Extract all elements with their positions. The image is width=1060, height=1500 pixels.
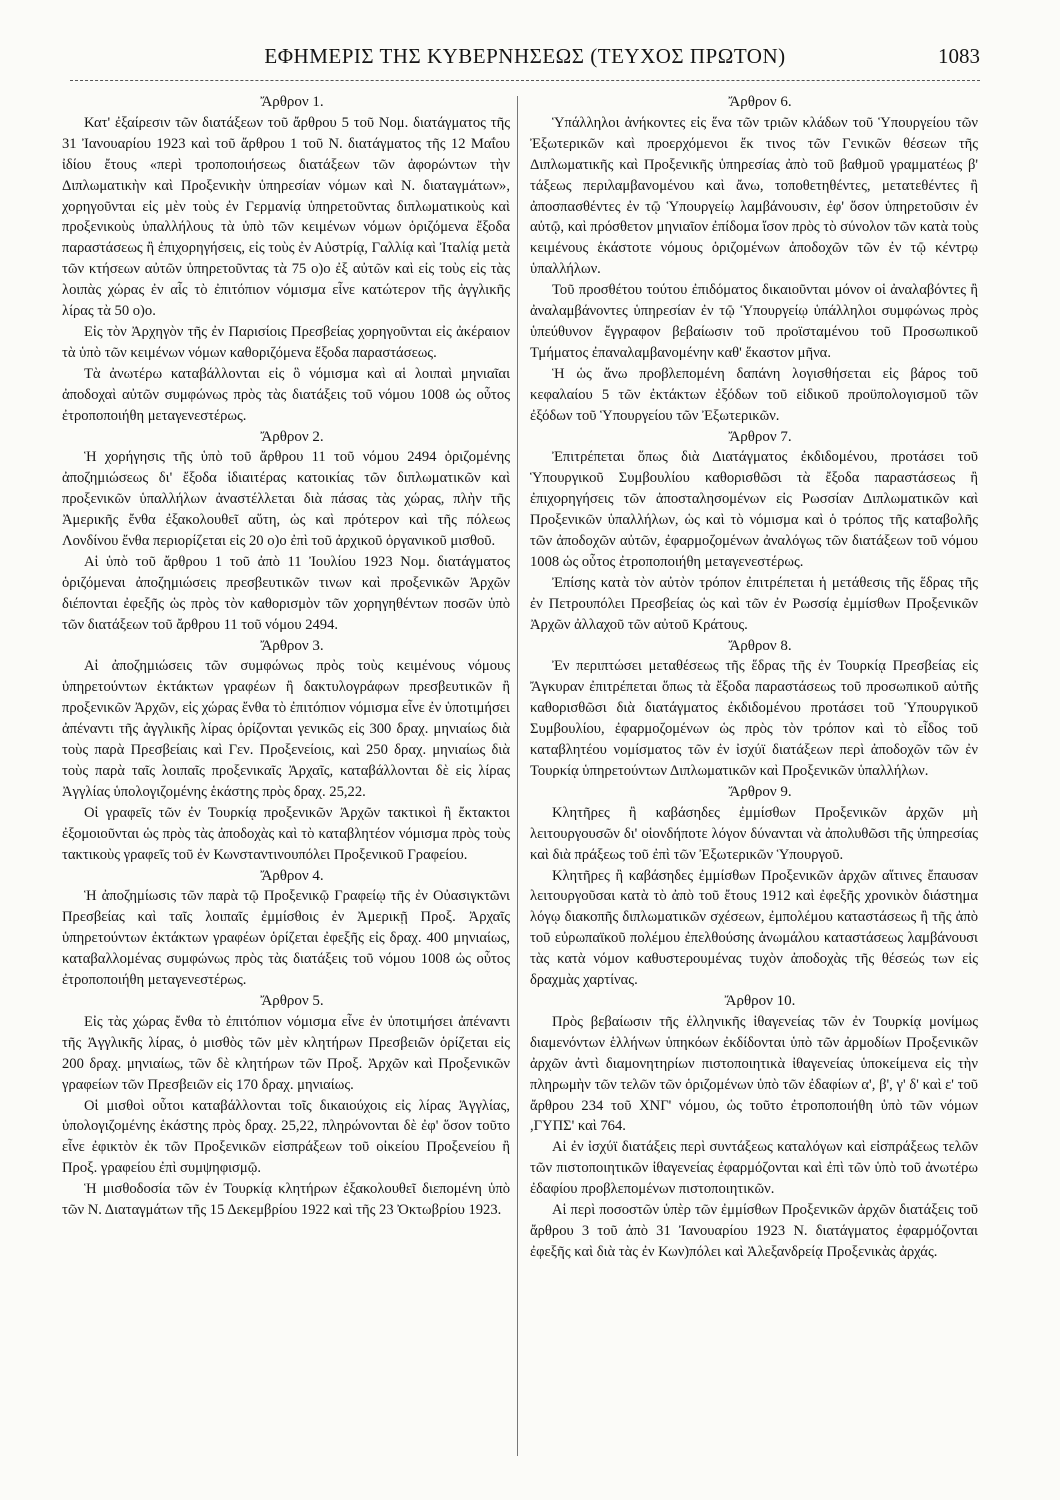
article-paragraph: Εἰς τὸν Ἀρχηγὸν τῆς ἐν Παρισίοις Πρεσβείας χορηγοῦνται εἰς ἀκέραιον τὰ ὑπὸ τῶν κειμένων νόμων καθοριζόμενα ἔξοδα παραστάσεως. — [62, 323, 510, 361]
article-paragraph: Οἱ μισθοὶ οὗτοι καταβάλλονται τοῖς δικαιούχοις εἰς λίρας Ἀγγλίας, ὑπολογιζομένης ἑκάστης πρὸς δραχ. 25,22, πληρώνονται δὲ ἐφ' ὅσον τοῦτο εἶνε ἐφικτὸν ἐκ τῶν Προξενικῶν εἰσπράξεων τοῦ οἰκείου Προξενείου ἢ Προξ. γραφείου ἐπὶ συμψηφισμῷ. — [62, 1097, 510, 1177]
article-10 — [530, 991, 978, 1263]
article-4 — [62, 866, 510, 991]
article-paragraph: Αἱ ἀποζημιώσεις τῶν συμφώνως πρὸς τοὺς κειμένους νόμους ὑπηρετούντων ἐκτάκτων γραφέων ἢ δακτυλογράφων πρεσβευτικῶν ἢ προξενικῶν Ἀρχῶν, εἰς χώρας ἔνθα τὸ ἐπιτόπιον νόμισμα εἶνε ἐν ὑποτιμήσει ἀπέναντι τῆς ἀγγλικῆς λίρας ὁρίζονται γενικῶς εἰς 300 δραχ. μηνιαίως διὰ τοὺς παρὰ Πρεσβείαις καὶ Γεν. Προξενείοις, καὶ 250 δραχ. μηνιαίως διὰ τοὺς παρὰ ταῖς λοιπαῖς προξενικαῖς Ἀρχαῖς, καταβάλλονται δὲ εἰς λίρας Ἀγγλίας ὑπολογιζομένης ἑκάστης πρὸς δραχ. 25,22. — [62, 658, 510, 800]
article-2 — [62, 427, 510, 636]
left-column — [62, 92, 510, 1467]
article-paragraph: Ἡ μισθοδοσία τῶν ἐν Τουρκίᾳ κλητήρων ἐξακολουθεῖ διεπομένη ὑπὸ τῶν Ν. Διαταγμάτων τῆς 15 Δεκεμβρίου 1922 καὶ τῆς 23 Ὀκτωβρίου 1923. — [62, 1181, 510, 1219]
article-paragraph: Πρὸς βεβαίωσιν τῆς ἑλληνικῆς ἰθαγενείας τῶν ἐν Τουρκίᾳ μονίμως διαμενόντων ἑλλήνων ὑπηκόων ἐκδίδονται ὑπὸ τῶν ἀρμοδίων Προξενικῶν ἀρχῶν ἀντὶ διαμονητηρίων πιστοποιητικὰ ἰθαγενείας ὑποκείμενα εἰς τὴν πληρωμὴν τῶν τελῶν τῶν ὁριζομένων ὑπὸ τῶν ἐδαφίων α', β', γ' δ' καὶ ε' τοῦ ἄρθρου 234 τοῦ ΧΝΓ' νόμου, ὡς τοῦτο ἐτροποποιήθη ὑπὸ τῶν νόμων ,ΓΥΠΣ' καὶ 764. — [530, 1013, 978, 1135]
page-header — [70, 44, 980, 74]
article-paragraph: Ἡ ἀποζημίωσις τῶν παρὰ τῷ Προξενικῷ Γραφείῳ τῆς ἐν Οὐασιγκτῶνι Πρεσβείας καὶ ταῖς λοιπαῖς ἐμμίσθοις ἐν Ἀμερικῇ Προξ. Ἀρχαῖς ὑπηρετούντων ἐκτάκτων γραφέων ὁρίζεται ἐφεξῆς εἰς δραχ. 400 μηνιαίως, καταβαλλομένας συμφώνως πρὸς τὰς διατάξεις τοῦ νόμου 1008 ὡς οὗτος ἐτροποποιήθη μεταγενεστέρως. — [62, 888, 510, 989]
article-heading: Ἄρθρον 3. — [260, 637, 324, 654]
article-9 — [530, 782, 978, 991]
article-heading: Ἄρθρον 4. — [260, 867, 324, 884]
article-paragraph: Ἐπίσης κατὰ τὸν αὐτὸν τρόπον ἐπιτρέπεται ἡ μετάθεσις τῆς ἕδρας τῆς ἐν Πετρουπόλει Πρεσβείας ὡς καὶ τῶν ἐν Ρωσσίᾳ ἐμμίσθων Προξενικῶν Ἀρχῶν ἀλλαχοῦ τῶν αὐτοῦ Κράτους. — [530, 574, 978, 633]
column-divider — [517, 96, 518, 1456]
article-7 — [530, 427, 978, 636]
article-heading: Ἄρθρον 6. — [728, 94, 792, 110]
article-paragraph: Κλητῆρες ἢ καβάσηδες ἐμμίσθων Προξενικῶν ἀρχῶν αἵτινες ἔπαυσαν λειτουργοῦσαι κατὰ τὸ ἀπὸ τοῦ ἔτους 1912 καὶ ἐφεξῆς χρονικὸν διάστημα λόγῳ διακοπῆς διπλωματικῶν σχέσεων, ἐμπολέμου καταστάσεως ἢ τῆς ἀπὸ τοῦ εὐρωπαϊκοῦ πολέμου ἐπελθούσης ἀνωμάλου καταστάσεως λαμβάνουσι τὰς κατὰ νόμον καθυστερουμένας τυχὸν ἀποδοχὰς τῆς θέσεώς των εἰς δραχμὰς χαρτίνας. — [530, 867, 978, 989]
article-heading: Ἄρθρον 2. — [260, 428, 324, 445]
right-column — [530, 92, 978, 1467]
article-heading: Ἄρθρον 8. — [728, 637, 792, 654]
article-paragraph: Ἐπιτρέπεται ὅπως διὰ Διατάγματος ἐκδιδομένου, προτάσει τοῦ Ὑπουργικοῦ Συμβουλίου καθορισθῶσι τὰ ἔξοδα παραστάσεως ἢ ἐπιχορηγήσεις τῶν ἀποσταλησομένων εἰς Ρωσσίαν Διπλωματικῶν καὶ Προξενικῶν ὑπαλλήλων, ὡς καὶ τὸ νόμισμα καὶ ὁ τρόπος τῆς καταβολῆς τῶν ἀποδοχῶν αὐτῶν, ἐφαρμοζομένων ἀναλόγως τῶν διατάξεων τοῦ νόμου 1008 ὡς οὗτος ἐτροποποιήθη μεταγενεστέρως. — [530, 449, 978, 570]
article-1 — [62, 92, 510, 427]
article-paragraph: Εἰς τὰς χώρας ἔνθα τὸ ἐπιτόπιον νόμισμα εἶνε ἐν ὑποτιμήσει ἀπέναντι τῆς Ἀγγλικῆς λίρας, ὁ μισθὸς τῶν μὲν κλητήρων Πρεσβειῶν ὁρίζεται εἰς 200 δραχ. μηνιαίως, τῶν δὲ κλητήρων τῶν Προξ. Ἀρχῶν καὶ Προξενικῶν γραφείων τῶν Πρεσβειῶν εἰς 170 δραχ. μηνιαίως. — [62, 1013, 510, 1093]
article-8 — [530, 636, 978, 782]
article-paragraph: Αἱ περὶ ποσοστῶν ὑπὲρ τῶν ἐμμίσθων Προξενικῶν ἀρχῶν διατάξεις τοῦ ἄρθρου 3 τοῦ ἀπὸ 31 Ἰανουαρίου 1923 Ν. διατάγματος ἐφαρμόζονται ἐφεξῆς καὶ διὰ τὰς ἐν Κων)πόλει καὶ Ἀλεξανδρείᾳ Προξενικὰς ἀρχάς. — [530, 1202, 978, 1260]
header-rule — [70, 80, 980, 81]
article-paragraph: Τοῦ προσθέτου τούτου ἐπιδόματος δικαιοῦνται μόνον οἱ ἀναλαβόντες ἢ ἀναλαμβάνοντες ὑπηρεσίαν ἐν τῷ Ὑπουργείῳ ὑπάλληλοι συμφώνως πρὸς ὑπεύθυνον ἔγγραφον βεβαίωσιν τοῦ προϊσταμένου τοῦ Προσωπικοῦ Τμήματος ἐπαναλαμβανομένην καθ' ἕκαστον μῆνα. — [530, 282, 978, 361]
article-paragraph: Κλητῆρες ἢ καβάσηδες ἐμμίσθων Προξενικῶν ἀρχῶν μὴ λειτουργουσῶν δι' οἱονδήποτε λόγον δύνανται νὰ ἀπολυθῶσι τῆς ὑπηρεσίας καὶ διὰ πράξεως τοῦ ἐπὶ τῶν Ἐξωτερικῶν Ὑπουργοῦ. — [530, 804, 978, 863]
article-paragraph: Ἐν περιπτώσει μεταθέσεως τῆς ἕδρας τῆς ἐν Τουρκίᾳ Πρεσβείας εἰς Ἄγκυραν ἐπιτρέπεται ὅπως τὰ ἔξοδα παραστάσεως τοῦ προσωπικοῦ αὐτῆς καθορισθῶσι διὰ διατάγματος ἐκδιδομένου προτάσει τοῦ Ὑπουργικοῦ Συμβουλίου, ἐφαρμοζομένων ὡς πρὸς τὸν τρόπον καὶ τὸ εἶδος τοῦ καταβλητέου νομίσματος τῶν ἐν ἰσχύϊ διατάξεων περὶ ἀποδοχῶν τῶν ἐν Τουρκίᾳ ὑπηρετούντων Διπλωματικῶν καὶ Προξενικῶν ὑπαλλήλων. — [530, 658, 978, 779]
article-paragraph: Αἱ ὑπὸ τοῦ ἄρθρου 1 τοῦ ἀπὸ 11 Ἰουλίου 1923 Νομ. διατάγματος ὁριζόμεναι ἀποζημιώσεις πρεσβευτικῶν τινων καὶ προξενικῶν Ἀρχῶν διέπονται ἐφεξῆς ὡς πρὸς τὸν καθορισμὸν τῶν χορηγηθέντων ποσῶν ὑπὸ τῶν διατάξεων τοῦ ἄρθρου 11 τοῦ νόμου 2494. — [62, 553, 510, 633]
article-heading: Ἄρθρον 1. — [260, 94, 324, 110]
article-heading: Ἄρθρον 7. — [728, 428, 792, 445]
article-heading: Ἄρθρον 10. — [724, 992, 796, 1009]
article-paragraph: Ἡ χορήγησις τῆς ὑπὸ τοῦ ἄρθρου 11 τοῦ νόμου 2494 ὁριζομένης ἀποζημιώσεως δι' ἔξοδα ἰδιαιτέρας κατοικίας τῶν διπλωματικῶν καὶ προξενικῶν ὑπαλλήλων ἀναστέλλεται διὰ πάσας τὰς χώρας, πλὴν τῆς Ἀμερικῆς ἔνθα ἐξακολουθεῖ αὕτη, ὡς καὶ πρότερον καὶ τῆς πόλεως Λονδίνου ἔνθα περιορίζεται εἰς 20 ο)ο ἐπὶ τοῦ ἀρχικοῦ ὀργανικοῦ μισθοῦ. — [62, 449, 510, 550]
article-5 — [62, 991, 510, 1221]
article-paragraph: Ὑπάλληλοι ἀνήκοντες εἰς ἕνα τῶν τριῶν κλάδων τοῦ Ὑπουργείου τῶν Ἐξωτερικῶν καὶ προερχόμενοι ἔκ τινος τῶν Γενικῶν θέσεων τῆς Διπλωματικῆς καὶ Προξενικῆς ὑπηρεσίας ἀπὸ τοῦ βαθμοῦ γραμματέως β' τάξεως περιλαμβανομένου καὶ ἄνω, τοποθετηθέντες, μετατεθέντες ἢ ἀποσπασθέντες ἐν τῷ Ὑπουργείῳ λαμβάνουσιν, ἐφ' ὅσον ὑπηρετοῦσιν ἐν αὐτῷ, καὶ πρόσθετον μηνιαῖον ἐπίδομα ἴσον πρὸς τὸ σύνολον τῶν κατὰ τοὺς κειμένους ἑκάστοτε νόμους ὁριζομένων ἀποδοχῶν τῶν ἐν τῷ κέντρῳ ὑπαλλήλων. — [530, 114, 978, 278]
article-heading: Ἄρθρον 9. — [728, 783, 792, 800]
gazette-title: ΕΦΗΜΕΡΙΣ ΤΗΣ ΚΥΒΕΡΝΗΣΕΩΣ (ΤΕΥΧΟΣ ΠΡΩΤΟΝ) — [264, 44, 786, 68]
article-paragraph: Τὰ ἀνωτέρω καταβάλλονται εἰς ὃ νόμισμα καὶ αἱ λοιπαὶ μηνιαῖαι ἀποδοχαὶ αὐτῶν συμφώνως πρὸς τὰς διατάξεις τοῦ νόμου 1008 ὡς οὗτος ἐτροποποιήθη μεταγενεστέρως. — [62, 365, 510, 424]
article-paragraph: Οἱ γραφεῖς τῶν ἐν Τουρκίᾳ προξενικῶν Ἀρχῶν τακτικοὶ ἢ ἔκτακτοι ἐξομοιοῦνται ὡς πρὸς τὰς ἀποδοχὰς καὶ τὸ καταβλητέον νόμισμα πρὸς τοὺς τακτικοὺς γραφεῖς τοῦ ἐν Κωνσταντινουπόλει Προξενικοῦ Γραφείου. — [62, 804, 510, 863]
article-paragraph: Αἱ ἐν ἰσχύϊ διατάξεις περὶ συντάξεως καταλόγων καὶ εἰσπράξεως τελῶν τῶν πιστοποιητικῶν ἰθαγενείας ἐφαρμόζονται καὶ ἐπὶ τῶν ὑπὸ τοῦ ἀνωτέρω ἐδαφίου προβλεπομένων πιστοποιητικῶν. — [530, 1139, 978, 1198]
article-paragraph: Κατ' ἐξαίρεσιν τῶν διατάξεων τοῦ ἄρθρου 5 τοῦ Νομ. διατάγματος τῆς 31 Ἰανουαρίου 1923 καὶ τοῦ ἄρθρου 1 τοῦ Ν. διατάγματος τῆς 12 Μαΐου ἰδίου ἔτους «περὶ τροποποιήσεως διατάξεων τῶν ἀφορώντων τὴν Διπλωματικὴν καὶ Προξενικὴν ὑπηρεσίαν νόμων καὶ Ν. διαταγμάτων», χορηγοῦνται εἰς μὲν τοὺς ἐν Γερμανίᾳ ὑπηρετοῦντας διπλωματικοὺς καὶ προξενικοὺς ὑπαλλήλους τὰ ὑπὸ τῶν κειμένων νόμων ὁριζόμενα ἔξοδα παραστάσεως ἢ ἐπιχορηγήσεις, εἰς τοὺς ἐν Αὐστρίᾳ, Γαλλίᾳ καὶ Ἰταλίᾳ μετὰ τῶν κτήσεων αὐτῶν ὑπηρετοῦντας τὰ 75 ο)ο ἐξ αὐτῶν καὶ εἰς τοὺς εἰς τὰς λοιπὰς χώρας ἐν αἷς τὸ ἐπιτόπιον νόμισμα εἶνε κατώτερον τῆς ἀγγλικῆς λίρας τὰ 50 ο)ο. — [62, 114, 510, 320]
article-3 — [62, 636, 510, 866]
page-number: 1083 — [938, 44, 980, 68]
article-heading: Ἄρθρον 5. — [260, 992, 324, 1009]
article-paragraph: Ἡ ὡς ἄνω προβλεπομένη δαπάνη λογισθήσεται εἰς βάρος τοῦ κεφαλαίου 5 τῶν ἐκτάκτων ἐξόδων τοῦ εἰδικοῦ προϋπολογισμοῦ τῶν ἐξόδων τοῦ Ὑπουργείου τῶν Ἐξωτερικῶν. — [530, 365, 978, 424]
article-6 — [530, 92, 978, 427]
